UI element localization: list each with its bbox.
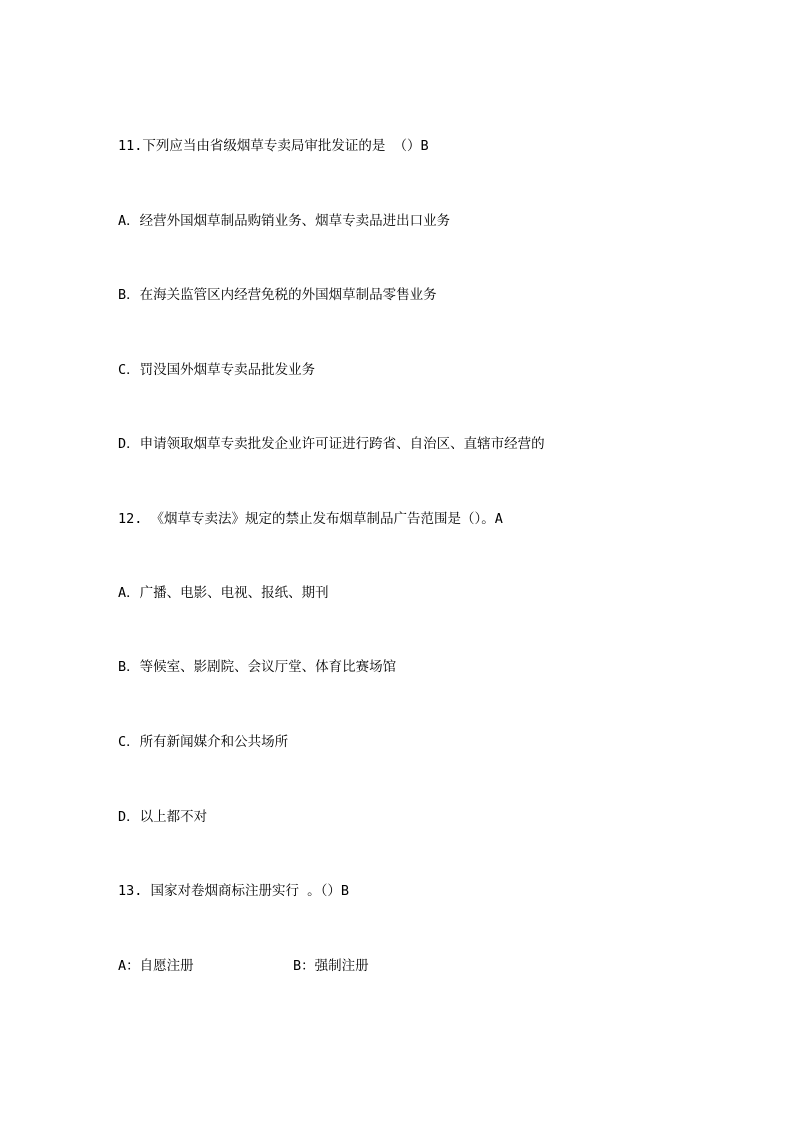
- question-12-stem: 12. 《烟草专卖法》规定的禁止发布烟草制品广告范围是（）。A: [118, 511, 503, 527]
- question-11-stem: 11.下列应当由省级烟草专卖局审批发证的是 （）B: [118, 138, 429, 154]
- question-12-option-c: C．所有新闻媒介和公共场所: [118, 734, 289, 750]
- question-11-option-c: C．罚没国外烟草专卖品批发业务: [118, 362, 316, 378]
- question-12-option-a: A．广播、电影、电视、报纸、期刊: [118, 585, 329, 601]
- question-12-option-d: D．以上都不对: [118, 809, 208, 825]
- question-13-option-b: B：强制注册: [293, 958, 369, 974]
- question-11-option-a: A．经营外国烟草制品购销业务、烟草专卖品进出口业务: [118, 213, 451, 229]
- question-11-option-d: D．申请领取烟草专卖批发企业许可证进行跨省、自治区、直辖市经营的: [118, 436, 545, 452]
- question-11-option-b: B．在海关监管区内经营免税的外国烟草制品零售业务: [118, 287, 437, 303]
- question-12-option-b: B．等候室、影剧院、会议厅堂、体育比赛场馆: [118, 659, 397, 675]
- question-13-stem: 13. 国家对卷烟商标注册实行 。（）B: [118, 883, 350, 899]
- question-13-option-a: A：自愿注册: [118, 958, 194, 974]
